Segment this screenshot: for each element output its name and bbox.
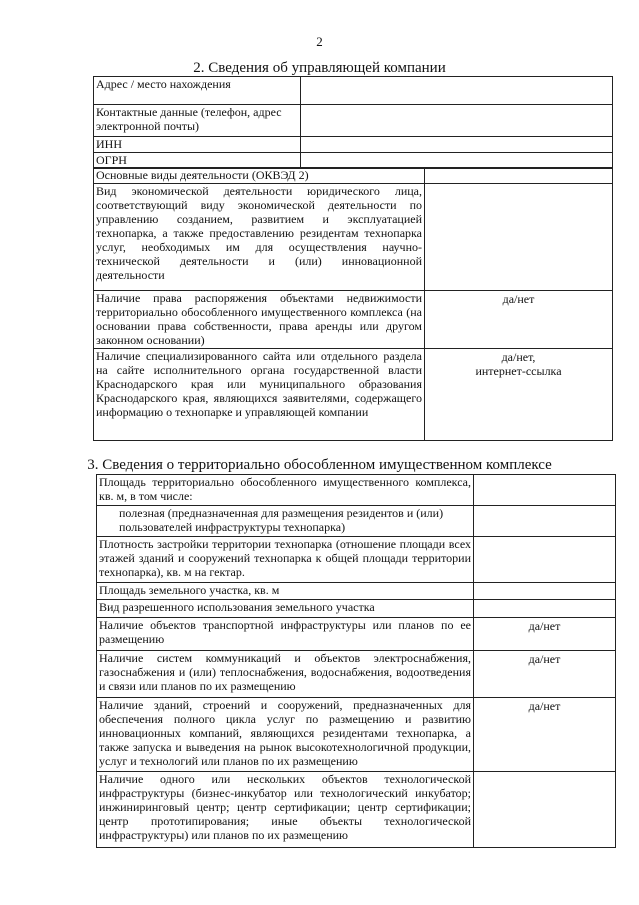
table-row: [94, 349, 613, 441]
row-label: Основные виды деятельности (ОКВЭД 2): [94, 168, 425, 184]
table-row: [97, 537, 616, 583]
company-activity-table: [93, 167, 613, 441]
row-label: Площадь земельного участка, кв. м: [97, 583, 474, 600]
row-value-cell: [474, 583, 616, 600]
row-label: Наличие систем коммуникаций и объектов электроснабжения, газоснабжения и (или) теплоснабжения, водоснабжения, водоотведения и связи или планов по их размещению: [97, 651, 474, 698]
row-value-cell: [474, 600, 616, 618]
property-complex-table: [96, 474, 616, 848]
row-value-cell: [474, 772, 616, 848]
row-label: ОГРН: [94, 153, 301, 169]
row-label: Наличие специализированного сайта или отдельного раздела на сайте исполнительного органа государственной власти Краснодарского края или муниципального образования Краснодарского края, являющихся заявителями, содержащего информацию о технопарке и управляющей компании: [94, 349, 425, 441]
table-row: [97, 475, 616, 506]
table-row: [94, 137, 613, 153]
row-label: Вид разрешенного использования земельного участка: [97, 600, 474, 618]
row-value-cell: да/нет, интернет-ссылка: [425, 349, 613, 441]
table-row: [94, 291, 613, 349]
row-value-cell: [474, 475, 616, 506]
table-row: [97, 772, 616, 848]
row-value-cell: [425, 184, 613, 291]
row-label: Наличие зданий, строений и сооружений, предназначенных для обеспечения полного цикла услуг по размещению и развитию инновационных компаний, являющихся резидентами технопарка, а также запуска и выведения на рынок высокотехнологичной продукции, услуг и технологий или планов по их размещению: [97, 698, 474, 772]
row-label: Наличие права распоряжения объектами недвижимости территориально обособленного имущественного комплекса (на основании права собственности, права аренды или другом законном основании): [94, 291, 425, 349]
row-label: ИНН: [94, 137, 301, 153]
row-value-cell: [301, 137, 613, 153]
row-label: Контактные данные (телефон, адрес электронной почты): [94, 105, 301, 137]
row-value-cell: [474, 537, 616, 583]
row-value-cell: [425, 168, 613, 184]
section-3-title: 3. Сведения о территориально обособленном имущественном комплексе: [87, 457, 552, 473]
row-value-cell: [301, 77, 613, 105]
table-row: [94, 105, 613, 137]
page-number: 2: [316, 34, 323, 49]
row-value-cell: да/нет: [425, 291, 613, 349]
row-label: Адрес / место нахождения: [94, 77, 301, 105]
table-row: [97, 651, 616, 698]
row-label: Наличие объектов транспортной инфраструктуры или планов по ее размещению: [97, 618, 474, 651]
row-label: Площадь территориально обособленного имущественного комплекса, кв. м, в том числе:: [97, 475, 474, 506]
row-label: Плотность застройки территории технопарка (отношение площади всех этажей зданий и сооружений технопарка к общей площади территории технопарка), кв. м на гектар.: [97, 537, 474, 583]
table-row: [97, 600, 616, 618]
table-row: [97, 618, 616, 651]
row-label: Наличие одного или нескольких объектов технологической инфраструктуры (бизнес-инкубатор или технологический инкубатор; инжиниринговый центр; центр сертификации; центр сертификации; центр прототипирования; иные объекты технологической инфраструктуры) или планов по их размещению: [97, 772, 474, 848]
row-label: полезная (предназначенная для размещения резидентов и (или) пользователей инфраструктуры технопарка): [97, 506, 474, 537]
row-value-cell: да/нет: [474, 698, 616, 772]
row-value-cell: да/нет: [474, 651, 616, 698]
table-row: [94, 168, 613, 184]
row-value-cell: [474, 506, 616, 537]
table-row: [94, 184, 613, 291]
table-row: [97, 698, 616, 772]
table-row: [97, 583, 616, 600]
row-value-cell: [301, 105, 613, 137]
row-value-cell: да/нет: [474, 618, 616, 651]
section-2-title: 2. Сведения об управляющей компании: [193, 60, 446, 76]
row-label: Вид экономической деятельности юридического лица, соответствующий виду экономической деятельности по управлению созданием, развитием и эксплуатацией технопарка, а также предоставлению резидентам технопарка услуг, необходимых им для осуществления научно-технической деятельности и (или) инновационной деятельности: [94, 184, 425, 291]
company-info-table: [93, 76, 613, 169]
table-row: [97, 506, 616, 537]
table-row: [94, 77, 613, 105]
